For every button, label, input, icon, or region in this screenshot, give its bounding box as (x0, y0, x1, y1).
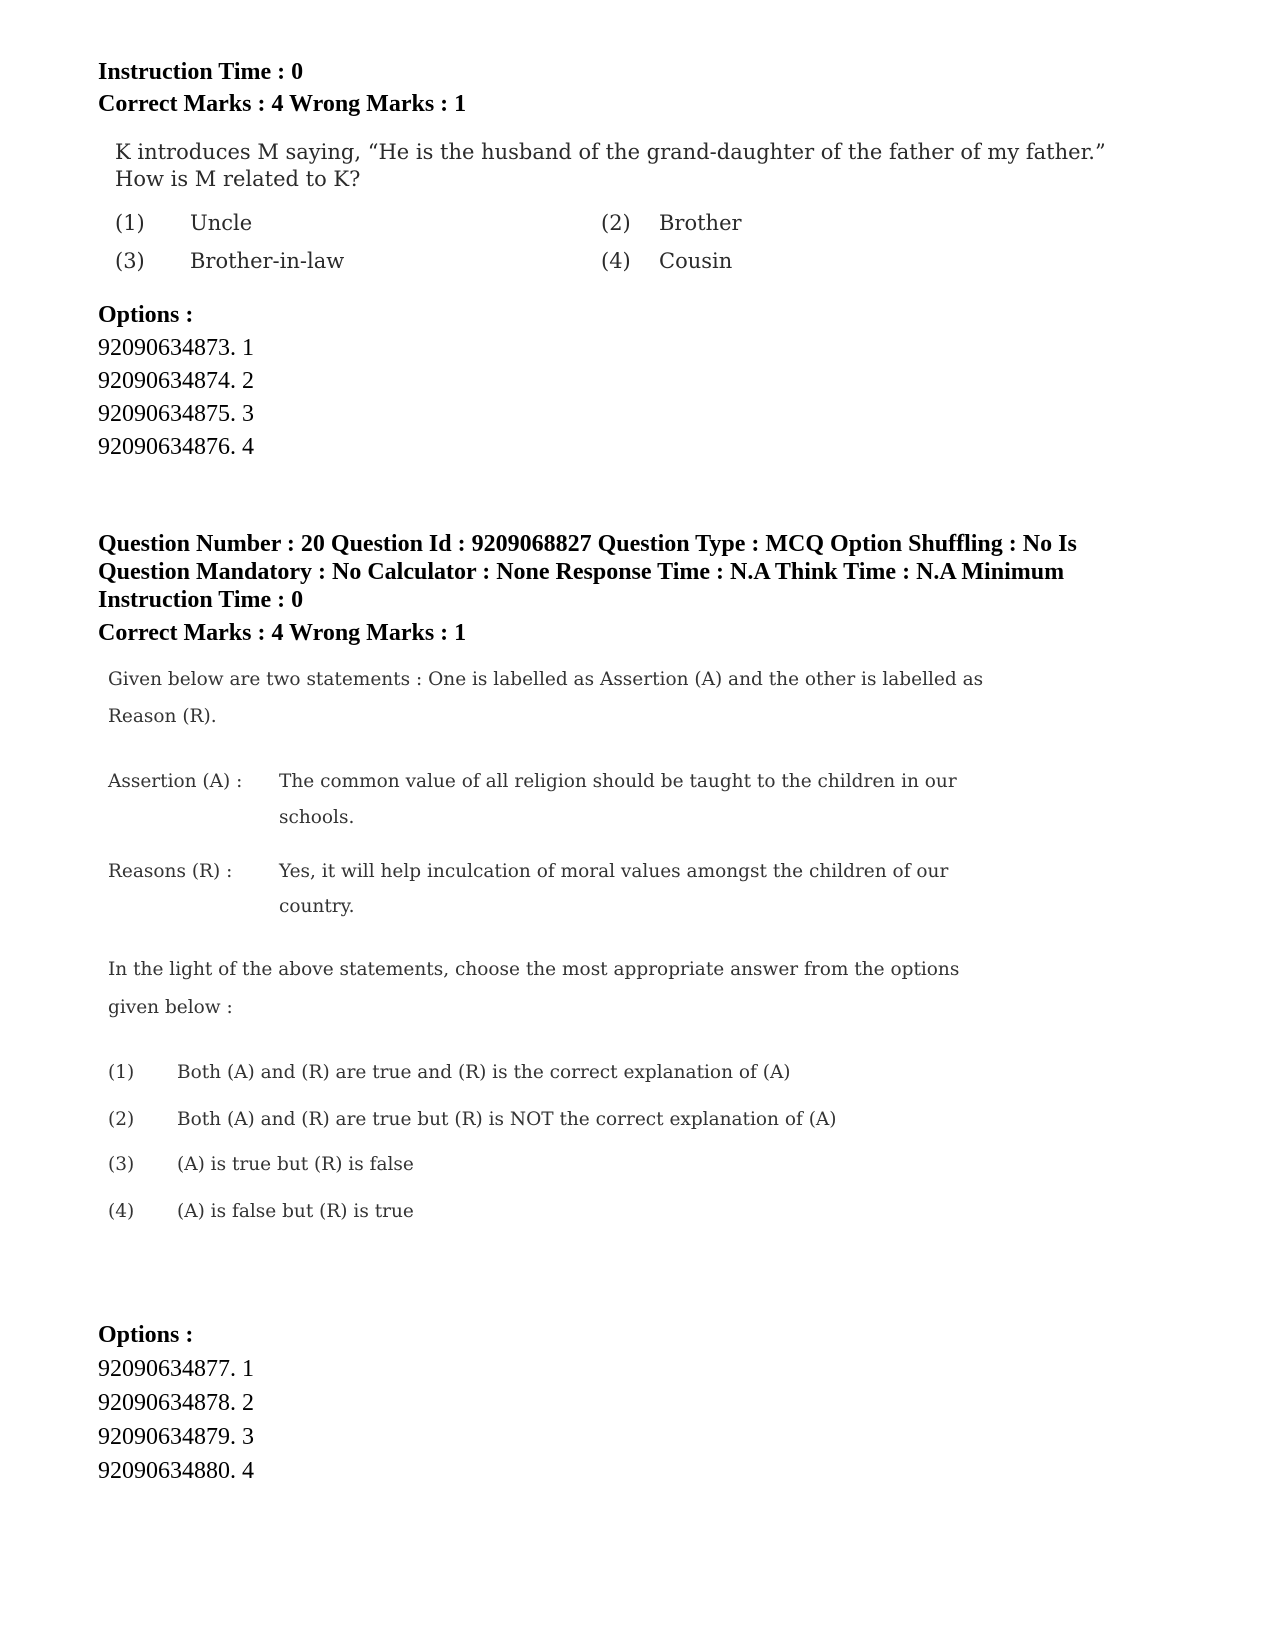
q19-choice-text: Cousin (659, 249, 733, 273)
q20-marks: Correct Marks : 4 Wrong Marks : 1 (98, 620, 467, 646)
q19-choice-number: (2) (601, 211, 631, 235)
q20-choice-number: (4) (108, 1201, 135, 1222)
q19-question-line: How is M related to K? (115, 167, 361, 191)
q19-choice-text: Brother-in-law (190, 249, 345, 273)
q19-option: 92090634875. 3 (98, 401, 254, 427)
q19-option: 92090634873. 1 (98, 335, 254, 361)
q19-question-line: K introduces M saying, “He is the husband of the grand-daughter of the father of my father.” (115, 140, 1106, 164)
q20-intro-line: Reason (R). (108, 706, 217, 727)
q20-reason-text: country. (279, 896, 355, 917)
q19-options-label: Options : (98, 302, 194, 328)
q20-options-label: Options : (98, 1322, 194, 1348)
q20-reason-label: Reasons (R) : (108, 861, 233, 882)
q19-option: 92090634876. 4 (98, 434, 254, 460)
q20-option: 92090634877. 1 (98, 1356, 254, 1382)
q19-choice-number: (4) (601, 249, 631, 273)
q20-assertion-text: schools. (279, 807, 355, 828)
q20-choice-number: (1) (108, 1062, 135, 1083)
q20-choice-text: Both (A) and (R) are true but (R) is NOT the correct explanation of (A) (177, 1109, 837, 1130)
q20-option: 92090634878. 2 (98, 1390, 254, 1416)
q20-intro-line: Given below are two statements : One is labelled as Assertion (A) and the other is labelled as (108, 669, 984, 690)
q20-choice-number: (2) (108, 1109, 135, 1130)
q19-choice-text: Brother (659, 211, 742, 235)
q20-prompt-line: given below : (108, 997, 233, 1018)
q20-option: 92090634880. 4 (98, 1458, 254, 1484)
q20-reason-text: Yes, it will help inculcation of moral values amongst the children of our (279, 861, 949, 882)
q20-option: 92090634879. 3 (98, 1424, 254, 1450)
q20-header-line: Question Mandatory : No Calculator : None Response Time : N.A Think Time : N.A Minimum (98, 559, 1065, 585)
q20-choice-text: (A) is false but (R) is true (177, 1201, 414, 1222)
q20-header-line: Question Number : 20 Question Id : 9209068827 Question Type : MCQ Option Shuffling : No Is (98, 531, 1077, 557)
q19-instruction-time: Instruction Time : 0 (98, 59, 304, 85)
q20-choice-text: Both (A) and (R) are true and (R) is the correct explanation of (A) (177, 1062, 791, 1083)
q19-choice-number: (1) (115, 211, 145, 235)
q20-choice-number: (3) (108, 1154, 135, 1175)
q19-choice-text: Uncle (190, 211, 253, 235)
q20-assertion-text: The common value of all religion should be taught to the children in our (279, 771, 957, 792)
q19-choice-number: (3) (115, 249, 145, 273)
q20-assertion-label: Assertion (A) : (108, 771, 243, 792)
q19-marks: Correct Marks : 4 Wrong Marks : 1 (98, 91, 467, 117)
q20-prompt-line: In the light of the above statements, choose the most appropriate answer from the options (108, 959, 960, 980)
q19-option: 92090634874. 2 (98, 368, 254, 394)
q20-choice-text: (A) is true but (R) is false (177, 1154, 414, 1175)
q20-header-line: Instruction Time : 0 (98, 587, 304, 613)
